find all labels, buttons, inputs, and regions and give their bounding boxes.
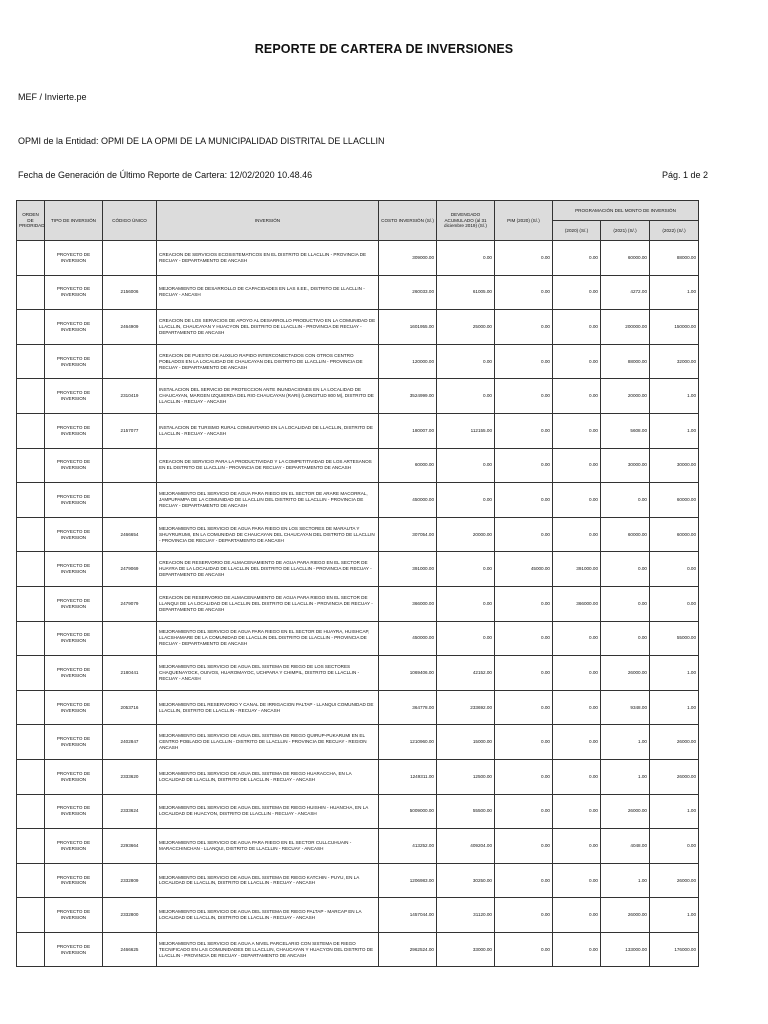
cell-codigo: 2466625 <box>103 932 157 967</box>
cell-2022: 0.00 <box>650 552 699 587</box>
cell-orden <box>17 379 45 414</box>
cell-2020: 391000.00 <box>553 552 601 587</box>
cell-inversion: MEJORAMIENTO DEL SERVICIO DE AGUA A NIVEL PARCELARIO CON SISTEMA DE RIEGO TECNIFICADO EN LAS COMUNIDADES DE LLACLLIN, CHAUCAYAN Y HUACYON DEL DISTRITO DE LLACLLIN - PROVINCIA DE RECUAY - DEPARTAMENTO DE ANCASH <box>157 932 379 967</box>
cell-2021: 30000.00 <box>601 448 650 483</box>
cell-pim: 0.00 <box>495 413 553 448</box>
cell-2022: 1.00 <box>650 690 699 725</box>
cell-tipo: PROYECTO DE INVERSION <box>45 829 103 864</box>
cell-2020: 0.00 <box>553 413 601 448</box>
cell-2021: 0.00 <box>601 483 650 518</box>
cell-tipo: PROYECTO DE INVERSION <box>45 863 103 898</box>
cell-orden <box>17 586 45 621</box>
table-row <box>17 448 699 483</box>
col-2020: (2020) (S/.) <box>553 221 601 241</box>
cell-pim: 0.00 <box>495 621 553 656</box>
table-row <box>17 829 699 864</box>
cell-devengado: 33000.00 <box>437 932 495 967</box>
cell-pim: 0.00 <box>495 448 553 483</box>
mef-label: MEF / Invierte.pe <box>18 92 87 102</box>
table-row <box>17 794 699 829</box>
cell-2022: 32000.00 <box>650 344 699 379</box>
cell-codigo <box>103 483 157 518</box>
cell-2020: 0.00 <box>553 241 601 276</box>
col-2022: (2022) (S/.) <box>650 221 699 241</box>
cell-devengado: 25000.00 <box>437 310 495 345</box>
cell-devengado: 55500.00 <box>437 794 495 829</box>
cell-inversion: MEJORAMIENTO DEL SERVICIO DE AGUA DEL SISTEMA DE RIEGO HUARACCHA, EN LA LOCALIDAD DE LLACLLIN, DISTRITO DE LLACLLIN - RECUAY - ANCASH <box>157 759 379 794</box>
cell-2022: 1.00 <box>650 275 699 310</box>
cell-inversion: CREACION DE LOS SERVICIOS DE APOYO AL DESARROLLO PRODUCTIVO EN LA COMUNIDAD DE LLACLLIN, CHAUCAYAN Y HUACYON DEL DISTRITO DE LLACLLIN - PROVINCIA DE RECUAY - DEPARTAMENTO DE ANCASH <box>157 310 379 345</box>
cell-inversion: MEJORAMIENTO DEL SERVICIO DE AGUA DEL SISTEMA DE RIEGO KATCHIN - PUYU, EN LA LOCALIDAD DE LLACLLIN, DISTRITO DE LLACLLIN - RECUAY - ANCASH <box>157 863 379 898</box>
cell-devengado: 112155.00 <box>437 413 495 448</box>
cell-codigo: 2053716 <box>103 690 157 725</box>
table-row <box>17 517 699 552</box>
cell-2020: 0.00 <box>553 725 601 760</box>
cell-2021: 133000.00 <box>601 932 650 967</box>
cell-orden <box>17 690 45 725</box>
cell-devengado: 0.00 <box>437 621 495 656</box>
cell-tipo: PROYECTO DE INVERSION <box>45 344 103 379</box>
cell-tipo: PROYECTO DE INVERSION <box>45 898 103 933</box>
cell-pim: 0.00 <box>495 241 553 276</box>
cell-inversion: CREACION DE SERVICIO PARA LA PRODUCTIVIDAD Y LA COMPETITIVIDAD DE LOS ARTESANOS EN EL DISTRITO DE LLACLLIN - PROVINCIA DE RECUAY - DEPARTAMENTO DE ANCASH <box>157 448 379 483</box>
cell-codigo: 2333624 <box>103 794 157 829</box>
cell-2022: 1.00 <box>650 379 699 414</box>
cell-2022: 150000.00 <box>650 310 699 345</box>
cell-2022: 88000.00 <box>650 241 699 276</box>
cell-pim: 0.00 <box>495 517 553 552</box>
cell-pim: 0.00 <box>495 379 553 414</box>
cell-pim: 45000.00 <box>495 552 553 587</box>
cell-devengado: 0.00 <box>437 552 495 587</box>
cell-2022: 176000.00 <box>650 932 699 967</box>
cell-codigo: 2466654 <box>103 517 157 552</box>
cell-inversion: MEJORAMIENTO DEL SERVICIO DE AGUA DEL SISTEMA DE RIEGO DE LOS SECTORES CHAQUENAYOCK, OUIVOS, HUAROMAYOC, UCHPARA Y CHIMPIL, DISTRITO DE LLACLLIN - RECUAY - ANCASH <box>157 656 379 691</box>
cell-2021: 0.00 <box>601 621 650 656</box>
cell-codigo: 2479079 <box>103 586 157 621</box>
generation-date: Fecha de Generación de Último Reporte de Cartera: 12/02/2020 10.48.46 <box>18 170 313 180</box>
cell-orden <box>17 794 45 829</box>
cell-codigo: 2332809 <box>103 863 157 898</box>
cell-2020: 0.00 <box>553 483 601 518</box>
cell-inversion: MEJORAMIENTO DEL SERVICIO DE AGUA PARA RIEGO EN EL SECTOR DE ARARE MACORRAL, JAMPUPAMPA DE LA COMUNIDAD DE LLACLLIN DEL DISTRITO DE LLACLLIN - PROVINCIA DE RECUAY - DEPARTAMENTO DE ANCASH <box>157 483 379 518</box>
cell-2020: 0.00 <box>553 379 601 414</box>
cell-inversion: CREACION DE SERVICIOS ECOSISTEMATICOS EN EL DISTRITO DE LLACLLIN - PROVINCIA DE RECUAY - DEPARTAMENTO DE ANCASH <box>157 241 379 276</box>
cell-2020: 0.00 <box>553 275 601 310</box>
cell-codigo: 2310419 <box>103 379 157 414</box>
cell-2021: 0.00 <box>601 586 650 621</box>
cell-tipo: PROYECTO DE INVERSION <box>45 759 103 794</box>
cell-pim: 0.00 <box>495 310 553 345</box>
cell-2021: 1.00 <box>601 725 650 760</box>
table-row <box>17 863 699 898</box>
cell-tipo: PROYECTO DE INVERSION <box>45 794 103 829</box>
cell-costo: 5009000.00 <box>379 794 437 829</box>
col-orden: ORDEN DE PRIORIDAD <box>17 201 45 241</box>
cell-codigo <box>103 344 157 379</box>
cell-inversion: CREACION DE PUESTO DE AUXILIO RAPIDO INTERCONECTADOS CON OTROS CENTRO POBLADOS EN LA LOCALIDAD DE CHAUCAYAN DEL DISTRITO DE LLACLLIN - PROVINCIA DE RECUAY - DEPARTAMENTO DE ANCASH <box>157 344 379 379</box>
cell-2022: 26000.00 <box>650 863 699 898</box>
cell-pim: 0.00 <box>495 275 553 310</box>
cell-devengado: 409204.00 <box>437 829 495 864</box>
cell-devengado: 20000.00 <box>437 517 495 552</box>
table-row <box>17 656 699 691</box>
cell-costo: 120000.00 <box>379 344 437 379</box>
cell-2021: 20000.00 <box>601 379 650 414</box>
table-row <box>17 275 699 310</box>
cell-2022: 26000.00 <box>650 759 699 794</box>
cell-2021: 4272.00 <box>601 275 650 310</box>
cell-2021: 60000.00 <box>601 517 650 552</box>
cell-costo: 180007.00 <box>379 413 437 448</box>
table-row <box>17 379 699 414</box>
cell-inversion: MEJORAMIENTO DEL SERVICIO DE AGUA PARA RIEGO EN EL SECTOR DE HUAYRA, HUISHCAP, LLACSHAMARE DE LA COMUNIDAD DE LLACLLIN DEL DISTRITO DE LLACLLIN - PROVINCIA DE RECUAY - DEPARTAMENTO DE ANCASH <box>157 621 379 656</box>
col-codigo: CÓDIGO ÚNICO <box>103 201 157 241</box>
cell-tipo: PROYECTO DE INVERSION <box>45 275 103 310</box>
cell-tipo: PROYECTO DE INVERSION <box>45 413 103 448</box>
cell-pim: 0.00 <box>495 656 553 691</box>
cell-costo: 1206983.00 <box>379 863 437 898</box>
cell-tipo: PROYECTO DE INVERSION <box>45 448 103 483</box>
cell-2020: 0.00 <box>553 759 601 794</box>
cell-codigo: 2333620 <box>103 759 157 794</box>
cell-costo: 60000.00 <box>379 448 437 483</box>
cell-tipo: PROYECTO DE INVERSION <box>45 517 103 552</box>
cell-orden <box>17 448 45 483</box>
cell-inversion: INSTALACION DEL SERVICIO DE PROTECCION ANTE INUNDACIONES EN LA LOCALIDAD DE CHAUCAYAN, MARGEN IZQUIERDA DEL RIO CHAUCAYAN (RARI) (LONGITUD 800 M), DISTRITO DE LLACLLIN - RECUAY - ANCASH <box>157 379 379 414</box>
table-row <box>17 932 699 967</box>
cell-inversion: MEJORAMIENTO DEL SERVICIO DE AGUA DEL SISTEMA DE RIEGO PALTAP - MARCAP EN LA LOCALIDAD DE LLACLLIN, DISTRITO DE LLACLLIN - RECUAY - ANCASH <box>157 898 379 933</box>
cell-2020: 0.00 <box>553 310 601 345</box>
cell-tipo: PROYECTO DE INVERSION <box>45 586 103 621</box>
table-row <box>17 725 699 760</box>
opmi-entity: OPMI de la Entidad: OPMI DE LA OPMI DE LA MUNICIPALIDAD DISTRITAL DE LLACLLIN <box>18 136 385 146</box>
cell-costo: 1069406.00 <box>379 656 437 691</box>
cell-codigo: 2464909 <box>103 310 157 345</box>
cell-2022: 0.00 <box>650 586 699 621</box>
cell-2021: 4048.00 <box>601 829 650 864</box>
cell-orden <box>17 621 45 656</box>
cell-orden <box>17 863 45 898</box>
cell-2022: 1.00 <box>650 656 699 691</box>
cell-2021: 1.00 <box>601 759 650 794</box>
cell-pim: 0.00 <box>495 863 553 898</box>
col-pim: PIM (2020) (S/.) <box>495 201 553 241</box>
cell-orden <box>17 310 45 345</box>
cell-inversion: CREACION DE RESERVORIO DE ALMACENAMIENTO DE AGUA PARA RIEGO EN EL SECTOR DE HUAYRA DE LA LOCALIDAD DE LLACLLIN DEL DISTRITO DE LLACLLIN - PROVINCIA DE RECUAY - DEPARTAMENTO DE ANCASH <box>157 552 379 587</box>
cell-pim: 0.00 <box>495 344 553 379</box>
cell-pim: 0.00 <box>495 725 553 760</box>
table-row <box>17 621 699 656</box>
cell-2020: 0.00 <box>553 517 601 552</box>
cell-devengado: 0.00 <box>437 448 495 483</box>
cell-2022: 60000.00 <box>650 483 699 518</box>
investment-table <box>16 200 699 967</box>
cell-inversion: INSTALACION DE TURISMO RURAL COMUNITARIO EN LA LOCALIDAD DE LLACLLIN, DISTRITO DE LLACLLIN - RECUAY - ANCASH <box>157 413 379 448</box>
cell-codigo <box>103 621 157 656</box>
cell-orden <box>17 275 45 310</box>
cell-codigo: 2157077 <box>103 413 157 448</box>
cell-2020: 0.00 <box>553 863 601 898</box>
cell-inversion: MEJORAMIENTO DEL SERVICIO DE AGUA PARA RIEGO EN LOS SECTORES DE MARAUTA Y SHUYRURUMI, EN LA COMUNIDAD DE CHAUCAYAN DEL CHAUCAYAN DEL DISTRITO DE LLACLLIN - PROVINCIA DE RECUAY - DEPARTAMENTO DE ANCASH <box>157 517 379 552</box>
cell-costo: 364778.00 <box>379 690 437 725</box>
cell-costo: 3524999.00 <box>379 379 437 414</box>
cell-orden <box>17 552 45 587</box>
cell-costo: 450000.00 <box>379 621 437 656</box>
cell-costo: 2962524.00 <box>379 932 437 967</box>
cell-orden <box>17 344 45 379</box>
cell-codigo: 2402847 <box>103 725 157 760</box>
cell-2021: 9348.00 <box>601 690 650 725</box>
cell-inversion: MEJORAMIENTO DE DESARROLLO DE CAPACIDADES EN LAS II.EE., DISTRITO DE LLACLLIN - RECUAY - ANCASH <box>157 275 379 310</box>
cell-2022: 1.00 <box>650 794 699 829</box>
cell-pim: 0.00 <box>495 690 553 725</box>
col-devengado: DEVENGADO ACUMULADO (al 31 diciembre 2019) (S/.) <box>437 201 495 241</box>
table-row <box>17 483 699 518</box>
cell-2021: 26000.00 <box>601 794 650 829</box>
cell-2021: 0.00 <box>601 552 650 587</box>
table-row <box>17 310 699 345</box>
cell-costo: 413252.00 <box>379 829 437 864</box>
cell-orden <box>17 725 45 760</box>
cell-tipo: PROYECTO DE INVERSION <box>45 379 103 414</box>
cell-2022: 1.00 <box>650 413 699 448</box>
cell-2022: 30000.00 <box>650 448 699 483</box>
cell-2020: 0.00 <box>553 794 601 829</box>
table-row <box>17 690 699 725</box>
cell-devengado: 30250.00 <box>437 863 495 898</box>
cell-tipo: PROYECTO DE INVERSION <box>45 690 103 725</box>
cell-pim: 0.00 <box>495 586 553 621</box>
cell-2021: 1.00 <box>601 863 650 898</box>
cell-orden <box>17 932 45 967</box>
cell-costo: 1601955.00 <box>379 310 437 345</box>
cell-costo: 307054.00 <box>379 517 437 552</box>
table-row <box>17 241 699 276</box>
cell-2022: 1.00 <box>650 898 699 933</box>
cell-tipo: PROYECTO DE INVERSION <box>45 241 103 276</box>
cell-devengado: 15000.00 <box>437 725 495 760</box>
col-2021: (2021) (S/.) <box>601 221 650 241</box>
col-costo: COSTO INVERSIÓN (S/.) <box>379 201 437 241</box>
table-row <box>17 898 699 933</box>
cell-inversion: CREACION DE RESERVORIO DE ALMACENAMIENTO DE AGUA PARA RIEGO EN EL SECTOR DE LLANQUI DE LA LOCALIDAD DE LLACLLIN DEL DISTRITO DE LLACLLIN - PROVINCIA DE RECUAY - DEPARTAMENTO DE ANCASH <box>157 586 379 621</box>
cell-devengado: 0.00 <box>437 483 495 518</box>
col-programacion: PROGRAMACIÓN DEL MONTO DE INVERSIÓN <box>553 201 699 221</box>
cell-devengado: 0.00 <box>437 379 495 414</box>
cell-orden <box>17 759 45 794</box>
cell-inversion: MEJORAMIENTO DEL RESERVORIO Y CANAL DE IRRIGACION PALTAP - LLANQUI COMUNIDAD DE LLACLLIN, DISTRITO DE LLACLLIN - RECUAY - ANCASH <box>157 690 379 725</box>
table-row <box>17 552 699 587</box>
cell-devengado: 42152.00 <box>437 656 495 691</box>
cell-codigo <box>103 241 157 276</box>
cell-codigo: 2180441 <box>103 656 157 691</box>
cell-devengado: 233692.00 <box>437 690 495 725</box>
cell-2021: 60000.00 <box>601 241 650 276</box>
cell-pim: 0.00 <box>495 829 553 864</box>
cell-2020: 0.00 <box>553 932 601 967</box>
cell-2021: 88000.00 <box>601 344 650 379</box>
cell-codigo: 2293664 <box>103 829 157 864</box>
cell-tipo: PROYECTO DE INVERSION <box>45 310 103 345</box>
cell-costo: 366000.00 <box>379 586 437 621</box>
cell-tipo: PROYECTO DE INVERSION <box>45 932 103 967</box>
cell-costo: 1457044.00 <box>379 898 437 933</box>
cell-devengado: 0.00 <box>437 586 495 621</box>
cell-costo: 450000.00 <box>379 483 437 518</box>
table-row <box>17 586 699 621</box>
cell-2020: 0.00 <box>553 829 601 864</box>
col-tipo: TIPO DE INVERSIÓN <box>45 201 103 241</box>
table-row <box>17 759 699 794</box>
cell-devengado: 0.00 <box>437 344 495 379</box>
cell-orden <box>17 656 45 691</box>
cell-2022: 26000.00 <box>650 725 699 760</box>
cell-costo: 1249311.00 <box>379 759 437 794</box>
cell-inversion: MEJORAMIENTO DEL SERVICIO DE AGUA DEL SISTEMA DE RIEGO HUISHIN - HUANCHA, EN LA LOCALIDAD DE HUACYON, DISTRITO DE LLACLLIN - RECUAY - ANCASH <box>157 794 379 829</box>
cell-2021: 200000.00 <box>601 310 650 345</box>
cell-2021: 5608.00 <box>601 413 650 448</box>
cell-tipo: PROYECTO DE INVERSION <box>45 725 103 760</box>
table-row <box>17 413 699 448</box>
report-title: REPORTE DE CARTERA DE INVERSIONES <box>254 42 514 56</box>
cell-costo: 260033.00 <box>379 275 437 310</box>
col-inversion: INVERSIÓN <box>157 201 379 241</box>
cell-orden <box>17 517 45 552</box>
cell-2022: 0.00 <box>650 829 699 864</box>
cell-2020: 0.00 <box>553 344 601 379</box>
table-row <box>17 344 699 379</box>
cell-pim: 0.00 <box>495 759 553 794</box>
cell-pim: 0.00 <box>495 898 553 933</box>
cell-tipo: PROYECTO DE INVERSION <box>45 552 103 587</box>
cell-2020: 0.00 <box>553 898 601 933</box>
cell-pim: 0.00 <box>495 932 553 967</box>
cell-orden <box>17 829 45 864</box>
cell-costo: 391000.00 <box>379 552 437 587</box>
cell-orden <box>17 413 45 448</box>
cell-codigo <box>103 448 157 483</box>
cell-tipo: PROYECTO DE INVERSION <box>45 656 103 691</box>
cell-pim: 0.00 <box>495 483 553 518</box>
cell-codigo: 2332800 <box>103 898 157 933</box>
cell-tipo: PROYECTO DE INVERSION <box>45 621 103 656</box>
cell-2021: 26000.00 <box>601 656 650 691</box>
page-number: Pág. 1 de 2 <box>661 170 708 180</box>
cell-inversion: MEJORAMIENTO DEL SERVICIO DE AGUA DEL SISTEMA DE RIEGO QUIRUP-PUKARUMI EN EL CENTRO POBLADO DE LLACLLIN - DISTRITO DE LLACLLIN - PROVINCIA DE RECUAY - REGION ANCASH <box>157 725 379 760</box>
cell-devengado: 12500.00 <box>437 759 495 794</box>
cell-2022: 55000.00 <box>650 621 699 656</box>
cell-orden <box>17 483 45 518</box>
cell-devengado: 31120.00 <box>437 898 495 933</box>
cell-devengado: 61005.00 <box>437 275 495 310</box>
cell-orden <box>17 241 45 276</box>
cell-costo: 309000.00 <box>379 241 437 276</box>
cell-2020: 0.00 <box>553 690 601 725</box>
cell-2020: 366000.00 <box>553 586 601 621</box>
cell-costo: 1210960.00 <box>379 725 437 760</box>
cell-2022: 60000.00 <box>650 517 699 552</box>
cell-inversion: MEJORAMIENTO DEL SERVICIO DE AGUA PARA RIEGO EN EL SECTOR CULLCUHUAIN - MARACCHINCHAN - LLANQUI, DISTRITO DE LLACLLIN - RECUAY - ANCASH <box>157 829 379 864</box>
cell-codigo: 2156006 <box>103 275 157 310</box>
cell-2020: 0.00 <box>553 621 601 656</box>
cell-orden <box>17 898 45 933</box>
cell-tipo: PROYECTO DE INVERSION <box>45 483 103 518</box>
cell-2021: 26000.00 <box>601 898 650 933</box>
cell-codigo: 2479069 <box>103 552 157 587</box>
cell-pim: 0.00 <box>495 794 553 829</box>
cell-2020: 0.00 <box>553 656 601 691</box>
cell-devengado: 0.00 <box>437 241 495 276</box>
cell-2020: 0.00 <box>553 448 601 483</box>
